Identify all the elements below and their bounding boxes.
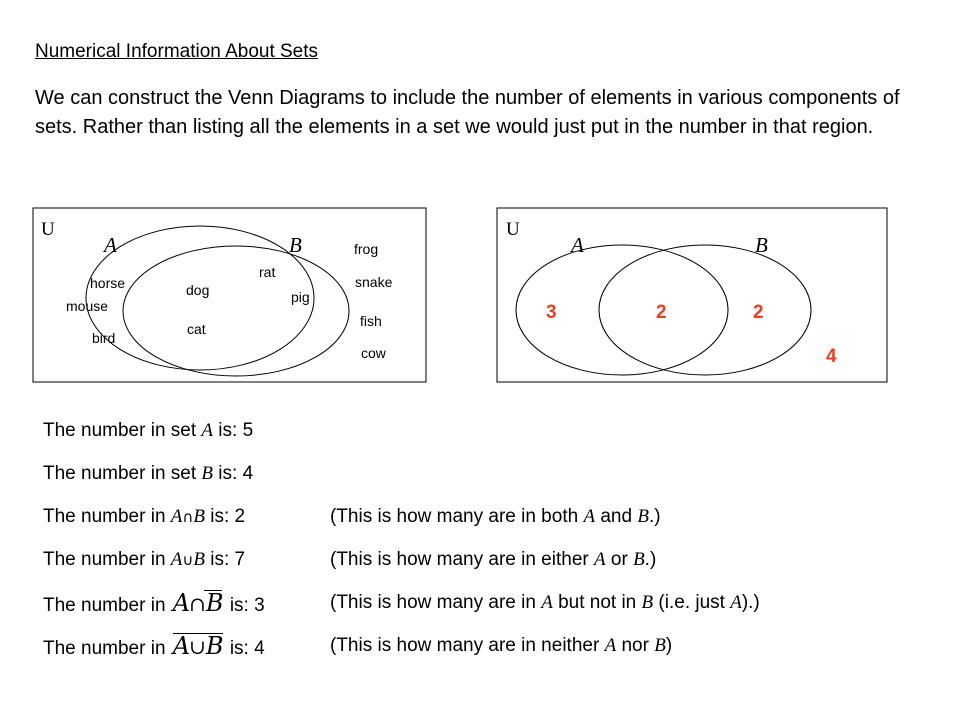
explanation-part: .) <box>644 549 657 570</box>
statement-text: The number in set <box>43 463 202 484</box>
element-a-and-b: dog <box>186 282 210 298</box>
explanation-part: nor <box>616 635 655 656</box>
intersection-symbol: ∩ <box>189 592 206 616</box>
statement-text: is: 4 <box>224 638 265 659</box>
statement-text: is: 7 <box>205 549 246 570</box>
explanation-part: (i.e. just <box>653 592 731 613</box>
element-only-a: horse <box>90 275 126 291</box>
statement-text: is: 5 <box>213 420 254 441</box>
count-only-b: 2 <box>753 302 764 323</box>
element-outside: snake <box>355 274 393 290</box>
set-symbol: A <box>594 549 606 570</box>
set-symbol: A <box>201 420 214 441</box>
set-symbol: A <box>172 589 190 617</box>
set-symbol: B <box>201 463 214 484</box>
count-only-a: 3 <box>546 302 557 323</box>
universe-label-right: U <box>506 219 520 240</box>
set-symbol: A <box>604 635 617 656</box>
explanation-part: .) <box>648 506 661 527</box>
set-symbol: B <box>633 549 645 570</box>
element-outside: fish <box>360 313 382 329</box>
element-outside: frog <box>354 241 379 257</box>
set-a-label-right: A <box>571 233 584 257</box>
statement-text: The number in <box>43 638 171 659</box>
count-a-and-b: 2 <box>656 302 667 323</box>
element-outside: cow <box>361 345 386 361</box>
explanation-part: (This is how many are in <box>330 592 542 613</box>
set-b-label-right: B <box>755 233 768 257</box>
set-symbol: A <box>170 549 183 570</box>
page-title: Numerical Information About Sets <box>35 41 319 62</box>
set-symbol: B <box>205 632 223 660</box>
complement-bar <box>204 590 222 591</box>
statement-text: The number in <box>43 549 171 570</box>
set-symbol: A <box>730 592 742 613</box>
set-symbol: B <box>641 592 654 613</box>
statement-text: is: 3 <box>224 595 265 616</box>
venn-diagram-elements <box>33 208 426 382</box>
union-symbol: ∪ <box>182 551 194 569</box>
statement-text: is: 2 <box>205 506 246 527</box>
explanation-part: (This is how many are in both <box>330 506 584 527</box>
a-intersect-b-complement-expression <box>172 589 223 617</box>
explanation-text <box>330 635 672 657</box>
set-symbol: B <box>654 635 666 656</box>
a-union-b-complement-expression <box>172 632 223 660</box>
set-symbol: A <box>172 632 190 660</box>
set-a-circle-left <box>86 226 314 370</box>
set-symbol: A <box>170 506 183 527</box>
explanation-text <box>330 592 760 614</box>
set-symbol: A <box>541 592 553 613</box>
element-only-b: rat <box>259 264 276 280</box>
element-only-a: bird <box>92 330 116 346</box>
universe-label-left: U <box>41 219 55 240</box>
explanation-text <box>330 549 656 571</box>
explanation-part: and <box>595 506 638 527</box>
statement-text: The number in set <box>43 420 202 441</box>
set-symbol: B <box>193 549 205 570</box>
set-b-label-left: B <box>289 233 302 257</box>
element-only-b: pig <box>291 289 310 305</box>
intersection-symbol: ∩ <box>182 508 194 526</box>
set-symbol: B <box>637 506 649 527</box>
statement-text: is: 4 <box>213 463 254 484</box>
explanation-part: ) <box>665 635 673 656</box>
explanation-part: (This is how many are in either <box>330 549 594 570</box>
intro-paragraph: We can construct the Venn Diagrams to include the number of elements in various components of sets. Rather than listing all the elements in a set we would just put in the number in that region. <box>35 87 900 138</box>
count-outside: 4 <box>826 346 837 367</box>
venn-diagram-counts <box>497 208 887 382</box>
union-symbol: ∪ <box>189 635 206 659</box>
explanation-part: (This is how many are in neither <box>330 635 605 656</box>
statement-text: The number in <box>43 506 171 527</box>
explanation-part: ).) <box>741 592 760 613</box>
statement-text: The number in <box>43 595 171 616</box>
set-symbol: B <box>205 589 223 617</box>
explanation-part: or <box>605 549 634 570</box>
set-b-circle-left <box>123 246 349 376</box>
element-a-and-b: cat <box>187 321 206 337</box>
element-only-a: mouse <box>66 298 109 314</box>
set-symbol: B <box>193 506 205 527</box>
set-b-circle-right <box>599 245 811 375</box>
complement-bar <box>173 633 223 634</box>
set-symbol: A <box>583 506 596 527</box>
explanation-text <box>330 506 661 528</box>
explanation-part: but not in <box>552 592 642 613</box>
set-a-label-left: A <box>104 233 117 257</box>
